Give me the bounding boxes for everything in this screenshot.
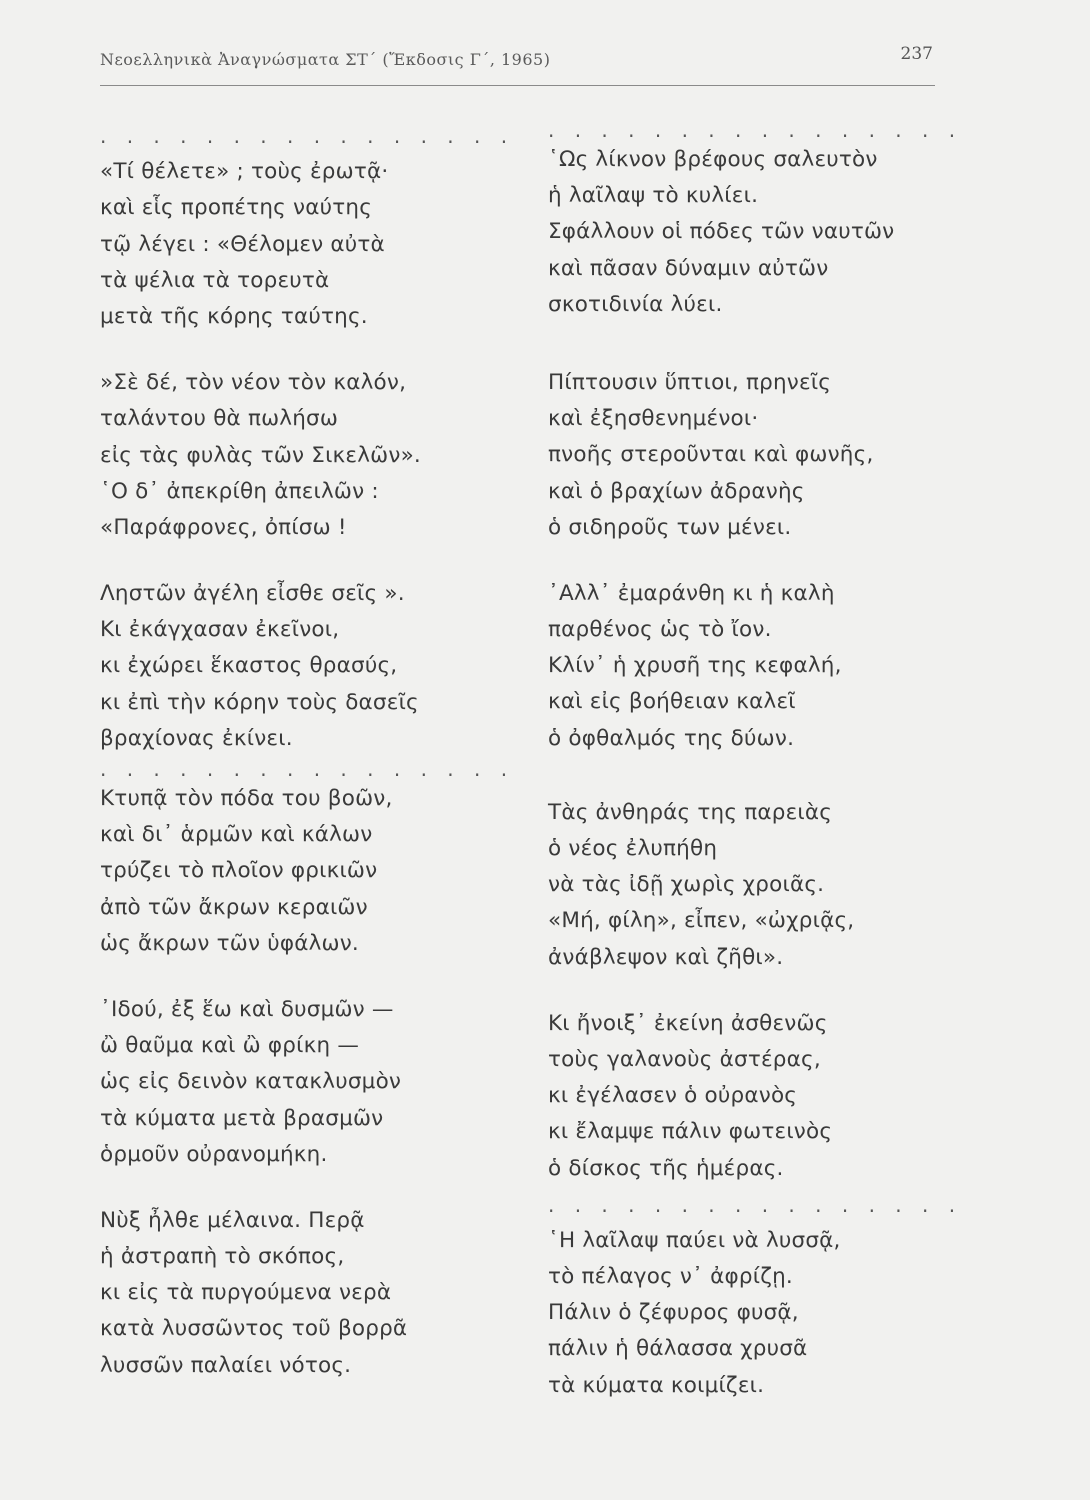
- verse-line: ῾Ο δ᾽ ἀπεκρίθη ἀπειλῶν :: [100, 478, 379, 504]
- verse-line: Κι ἤνοιξ᾽ ἐκείνη ἀσθενῶς: [548, 1010, 828, 1036]
- verse-line: τὰ κύματα μετὰ βρασμῶν: [100, 1105, 384, 1131]
- verse-line: Κι ἐκάγχασαν ἐκεῖνοι,: [100, 617, 340, 643]
- verse-line: καὶ εἷς προπέτης ναύτης: [100, 195, 373, 221]
- verse-line: τῷ λέγει : «Θέλομεν αὐτὰ: [100, 231, 385, 257]
- verse-line: καὶ εἰς βοήθειαν καλεῖ: [548, 689, 796, 715]
- verse-line: κι ἐχώρει ἕκαστος θρασύς,: [100, 653, 398, 679]
- verse-line: ᾽Ιδού, ἐξ ἕω καὶ δυσμῶν —: [100, 996, 394, 1022]
- verse-line: Ληστῶν ἀγέλη εἶσθε σεῖς ».: [100, 581, 405, 607]
- left-column: [100, 118, 520, 1384]
- stanza: [548, 142, 968, 323]
- verse-line: ὁ ὀφθαλμός της δύων.: [548, 725, 795, 751]
- verse-line: ὢ θαῦμα καὶ ὢ φρίκη —: [100, 1033, 360, 1059]
- verse-line: εἰς τὰς φυλὰς τῶν Σικελῶν».: [100, 442, 421, 468]
- verse-line: τὰ κύματα κοιμίζει.: [548, 1372, 765, 1398]
- verse-line: ὡς ἄκρων τῶν ὑφάλων.: [100, 930, 359, 956]
- stanza: [548, 795, 968, 976]
- verse-line: Τὰς ἀνθηράς της παρειὰς: [548, 799, 833, 825]
- verse-line: καὶ δι᾽ ἁρμῶν καὶ κάλων: [100, 822, 373, 848]
- stanza: [548, 1006, 968, 1187]
- verse-line: βραχίονας ἐκίνει.: [100, 725, 293, 751]
- verse-line: καὶ πᾶσαν δύναμιν αὐτῶν: [548, 255, 829, 281]
- verse-line: κι ἐγέλασεν ὁ οὐρανὸς: [548, 1083, 798, 1109]
- verse-line: νὰ τὰς ἰδῇ χωρὶς χροιᾶς.: [548, 872, 825, 898]
- verse-line: «Παράφρονες, ὀπίσω !: [100, 514, 347, 540]
- verse-line: καὶ ἐξησθενημένοι·: [548, 406, 759, 432]
- stanza: [100, 992, 520, 1173]
- ellipsis-dots: . . . . . . . . . . . . . . . .: [548, 1192, 963, 1217]
- verse-line: Κτυπᾷ τὸν πόδα του βοῶν,: [100, 786, 393, 811]
- verse-line: Νὺξ ἦλθε μέλαινα. Περᾷ: [100, 1207, 365, 1233]
- verse-line: λυσσῶν παλαίει νότος.: [100, 1352, 352, 1378]
- verse-line: πνοῆς στεροῦνται καὶ φωνῆς,: [548, 442, 874, 468]
- stanza: [100, 365, 520, 546]
- header-rule: [100, 85, 935, 86]
- verse-line: κι εἰς τὰ πυργούμενα νερὰ: [100, 1280, 392, 1306]
- right-column: [548, 118, 968, 1404]
- stanza: [548, 365, 968, 546]
- verse-line: Πάλιν ὁ ζέφυρος φυσᾷ,: [548, 1300, 799, 1326]
- verse-line: «Τί θέλετε» ; τοὺς ἐρωτᾷ·: [100, 159, 389, 185]
- verse-line: τρύζει τὸ πλοῖον φρικιῶν: [100, 858, 378, 884]
- stanza: [548, 1223, 968, 1404]
- verse-line: ταλάντου θὰ πωλήσω: [100, 406, 339, 432]
- verse-line: Κλίν᾽ ἡ χρυσῆ της κεφαλή,: [548, 653, 842, 679]
- verse-line: καὶ ὁ βραχίων ἀδρανὴς: [548, 478, 805, 504]
- stanza: [100, 781, 520, 962]
- verse-line: πάλιν ἡ θάλασσα χρυσᾶ: [548, 1336, 808, 1362]
- verse-line: ῾Η λαῖλαψ παύει νὰ λυσσᾷ,: [548, 1227, 841, 1253]
- verse-line: Πίπτουσιν ὕπτιοι, πρηνεῖς: [548, 369, 832, 395]
- verse-line: τὸ πέλαγος ν᾽ ἀφρίζῃ.: [548, 1264, 793, 1290]
- verse-line: ὡς εἰς δεινὸν κατακλυσμὸν: [100, 1069, 402, 1095]
- verse-line: ὁρμοῦν οὐρανομήκη.: [100, 1141, 328, 1167]
- ellipsis-dots: . . . . . . . . . . . . . . . .: [548, 118, 963, 142]
- verse-line: κι ἔλαμψε πάλιν φωτεινὸς: [548, 1119, 833, 1145]
- verse-line: ᾽Αλλ᾽ ἐμαράνθη κι ἡ καλὴ: [548, 580, 835, 606]
- verse-line: μετὰ τῆς κόρης ταύτης.: [100, 303, 368, 329]
- running-head: Νεοελληνικὰ Ἀναγνώσματα ΣΤ΄ (Ἔκδοσις Γ΄, 1965): [100, 50, 551, 69]
- verse-line: κατὰ λυσσῶντος τοῦ βορρᾶ: [100, 1316, 408, 1342]
- stanza: [100, 1203, 520, 1384]
- page-number: 237: [900, 44, 933, 64]
- verse-line: τοὺς γαλανοὺς ἀστέρας,: [548, 1046, 821, 1072]
- stanza: [100, 576, 520, 757]
- stanza: [100, 154, 520, 335]
- verse-line: ἡ ἀστραπὴ τὸ σκόπος,: [100, 1244, 345, 1270]
- stanza: [548, 576, 968, 757]
- verse-line: σκοτιδινία λύει.: [548, 291, 723, 317]
- verse-line: ὁ δίσκος τῆς ἡμέρας.: [548, 1155, 784, 1181]
- page-header: [100, 44, 935, 86]
- verse-line: κι ἐπὶ τὴν κόρην τοὺς δασεῖς: [100, 689, 419, 715]
- ellipsis-dots: . . . . . . . . . . . . . . . .: [100, 757, 515, 781]
- verse-line: Σφάλλουν οἱ πόδες τῶν ναυτῶν: [548, 219, 895, 245]
- verse-line: «Μή, φίλη», εἶπεν, «ὠχριᾷς,: [548, 908, 855, 934]
- verse-line: παρθένος ὡς τὸ ἴον.: [548, 617, 772, 643]
- verse-line: ῾Ως λίκνον βρέφους σαλευτὸν: [548, 147, 878, 172]
- verse-line: τὰ ψέλια τὰ τορευτὰ: [100, 267, 330, 293]
- verse-line: »Σὲ δέ, τὸν νέον τὸν καλόν,: [100, 370, 407, 396]
- verse-line: ὁ σιδηροῦς των μένει.: [548, 514, 792, 540]
- verse-line: ἀπὸ τῶν ἄκρων κεραιῶν: [100, 894, 368, 920]
- ellipsis-dots: . . . . . . . . . . . . . . . .: [100, 124, 515, 148]
- verse-line: ἡ λαῖλαψ τὸ κυλίει.: [548, 183, 759, 209]
- verse-line: ὁ νέος ἐλυπήθη: [548, 836, 718, 861]
- verse-line: ἀνάβλεψον καὶ ζῆθι».: [548, 944, 784, 970]
